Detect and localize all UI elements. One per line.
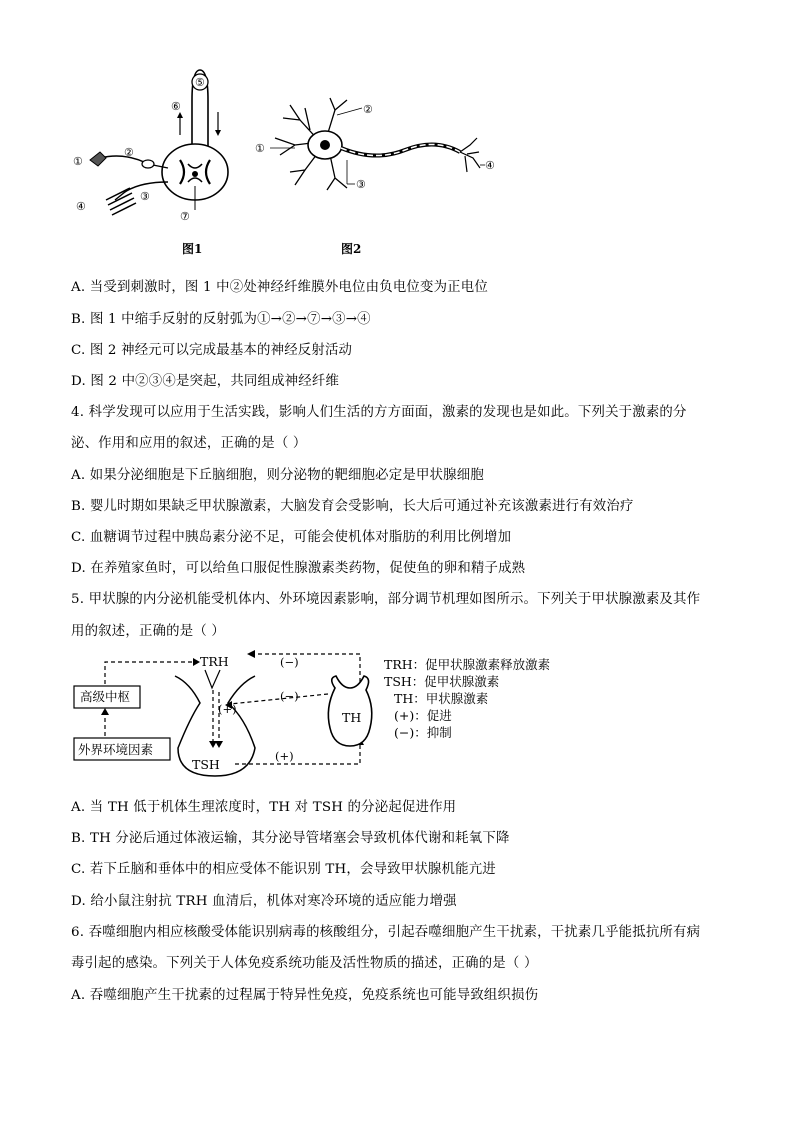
legend-plus: (+)：促进 xyxy=(394,708,452,723)
fig1-label-3: ③ xyxy=(140,190,150,203)
q4-stem-line1: 4. 科学发现可以应用于生活实践，影响人们生活的方方面面，激素的发现也是如此。下列关于激素的分 xyxy=(71,405,687,420)
figure-2-neuron xyxy=(255,90,505,205)
fig1-label-5: ⑤ xyxy=(195,76,205,89)
q3-option-b: B. 图 1 中缩手反射的反射弧为①→②→⑦→③→④ xyxy=(71,312,371,327)
plus-label-bottom: (+) xyxy=(275,749,294,763)
fig1-label-1: ① xyxy=(73,155,83,168)
legend-tsh: TSH：促甲状腺激素 xyxy=(384,674,500,689)
fig2-label-2: ② xyxy=(363,103,373,116)
q5-stem-line2: 用的叙述，正确的是（ ） xyxy=(71,624,225,639)
q3-option-d: D. 图 2 中②③④是突起，共同组成神经纤维 xyxy=(71,374,340,389)
q3-option-a: A. 当受到刺激时，图 1 中②处神经纤维膜外电位由负电位变为正电位 xyxy=(71,280,488,295)
fig2-label-4: ④ xyxy=(485,159,495,172)
trh-label: TRH xyxy=(200,654,229,669)
fig1-label-7: ⑦ xyxy=(180,210,190,223)
q5-option-b: B. TH 分泌后通过体液运输，其分泌导管堵塞会导致机体代谢和耗氧下降 xyxy=(71,831,510,846)
q5-option-a: A. 当 TH 低于机体生理浓度时，TH 对 TSH 的分泌起促进作用 xyxy=(71,800,457,815)
q5-stem-line1: 5. 甲状腺的内分泌机能受机体内、外环境因素影响，部分调节机理如图所示。下列关于甲状腺激素及其作 xyxy=(71,592,701,607)
q6-option-a: A. 吞噬细胞产生干扰素的过程属于特异性免疫，免疫系统也可能导致组织损伤 xyxy=(71,988,539,1003)
legend-trh: TRH：促甲状腺激素释放激素 xyxy=(384,657,551,672)
q3-option-c: C. 图 2 神经元可以完成最基本的神经反射活动 xyxy=(71,343,353,358)
fig1-label-4: ④ xyxy=(76,200,86,213)
q4-option-c: C. 血糖调节过程中胰岛素分泌不足，可能会使机体对脂肪的利用比例增加 xyxy=(71,530,512,545)
legend-minus: (−)：抑制 xyxy=(394,725,452,740)
higher-center-label: 高级中枢 xyxy=(80,689,131,704)
th-label: TH xyxy=(342,710,362,725)
figure-1-caption: 图1 xyxy=(182,242,203,256)
fig2-label-3: ③ xyxy=(356,178,366,191)
fig1-label-2: ② xyxy=(124,146,134,159)
plus-label-pituitary: (+) xyxy=(218,702,237,716)
external-factors-label: 外界环境因素 xyxy=(78,742,154,757)
q5-regulation-diagram xyxy=(70,648,380,788)
q4-stem-line2: 泌、作用和应用的叙述，正确的是（ ） xyxy=(71,436,307,451)
minus-label-mid: (−) xyxy=(280,689,299,703)
q5-option-d: D. 给小鼠注射抗 TRH 血清后，机体对寒冷环境的适应能力增强 xyxy=(71,894,457,909)
q6-stem-line1: 6. 吞噬细胞内相应核酸受体能识别病毒的核酸组分，引起吞噬细胞产生干扰素，干扰素几乎能抵抗所有病 xyxy=(71,925,701,940)
q6-stem-line2: 毒引起的感染。下列关于人体免疫系统功能及活性物质的描述，正确的是（ ） xyxy=(71,956,538,971)
q4-option-a: A. 如果分泌细胞是下丘脑细胞，则分泌物的靶细胞必定是甲状腺细胞 xyxy=(71,468,484,483)
q5-option-c: C. 若下丘脑和垂体中的相应受体不能识别 TH，会导致甲状腺机能亢进 xyxy=(71,862,496,877)
q4-option-d: D. 在养殖家鱼时，可以给鱼口服促性腺激素类药物，促使鱼的卵和精子成熟 xyxy=(71,561,526,576)
legend-th: TH：甲状腺激素 xyxy=(394,691,489,706)
fig1-label-6: ⑥ xyxy=(171,100,181,113)
minus-label-top: (−) xyxy=(280,655,299,669)
figure-2-caption: 图2 xyxy=(341,242,362,256)
fig2-label-1: ① xyxy=(255,142,265,155)
q4-option-b: B. 婴儿时期如果缺乏甲状腺激素，大脑发育会受影响，长大后可通过补充该激素进行有效治疗 xyxy=(71,499,634,514)
figure-1-reflex-arc xyxy=(70,60,250,230)
tsh-label: TSH xyxy=(192,757,220,772)
